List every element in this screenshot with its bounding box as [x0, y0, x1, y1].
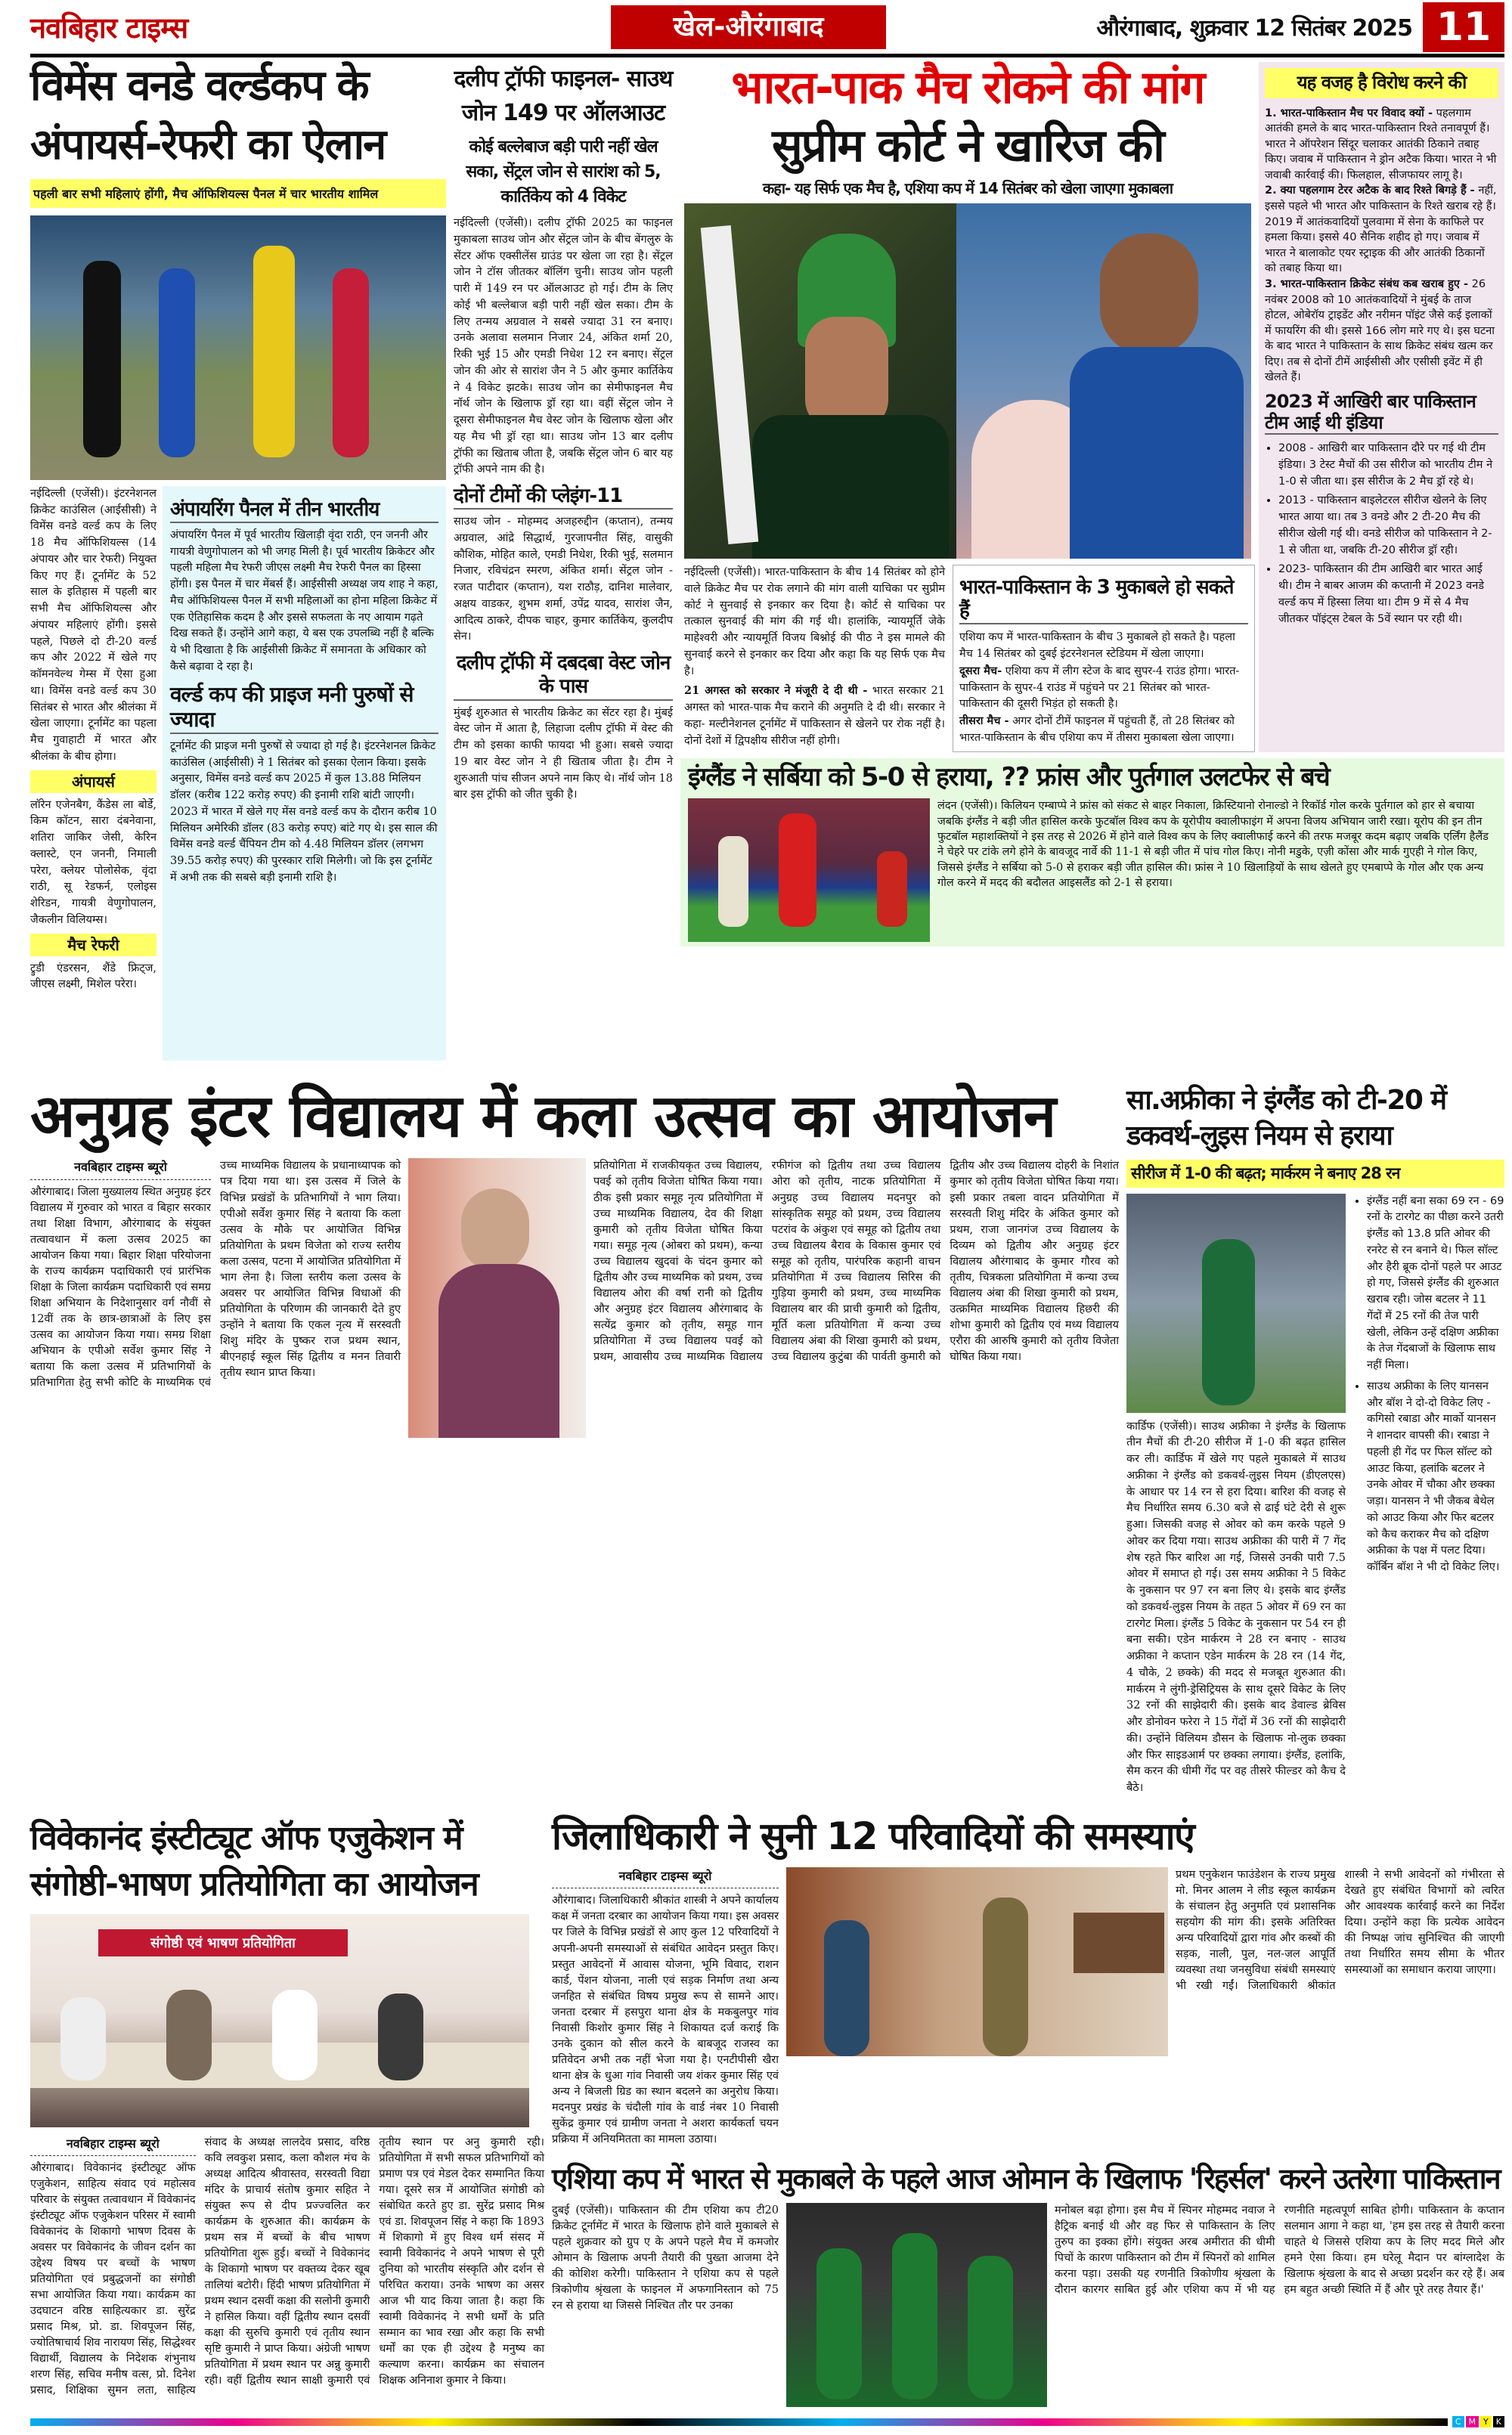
anugrah-story: [30, 1083, 1119, 1439]
sc-text-2: भारत सरकार 21 अगस्त को भारत-पाक मैच कराने की अनुमति दे दी थी। सरकार ने कहा- मल्टीनेशनल टूर्नामेंट में पाकिस्तान से खेलने पर रोक नहीं है। दोनों देशों में द्विपक्षीय सीरीज नहीं होगी।: [684, 685, 946, 747]
sa-eng-subhead: सीरीज में 1-0 की बढ़त; मार्करम ने बनाए 28 रन: [1126, 1160, 1504, 1187]
last-visit-head: 2023 में आखिरी बार पाकिस्तान टीम आई थी इंडिया: [1265, 392, 1498, 435]
match-3-text: अगर दोनों टीमें फाइनल में पहुंचती हैं, तो 28 सितंबर को भारत-पाकिस्तान के बीच एशिया कप में तीसरा मुकाबला खेला जाएगा।: [959, 715, 1235, 744]
asia-cup-text-2: मनोबल बढ़ा होगा। इस मैच में स्पिनर मोहम्मद नवाज ने हैट्रिक बनाई थी और वह फिर से पाकिस्तान के लिए तुरुप का इक्का होंगे। संयुक्त अरब अमीरात की धीमी पिचों के कारण पाकिस्तान को टीम में स्पिनरों को शामिल करना पड़ा। उसकी यह रणनीति त्रिकोणीय श्रृंखला के दौरान कारगर साबित हुई और एशिया कप में भी यह रणनीति महत्वपूर्ण साबित होगी। पाकिस्तान के कप्तान सलमान आगा ने कहा था, 'हम इस तरह से तैयारी करना चाहते थे जिससे एशिया कप के लिए मदद मिले और हमने ऐसा किया। हम घरेलू मैदान पर बांग्लादेश के खिलाफ श्रृंखला के बाद से अच्छा प्रदर्शन कर रहे हैं। अब हम बहुत अच्छी स्थिति में हैं और पूरे तरह तैयार हैं।': [1055, 2204, 1504, 2297]
third-row: [30, 1815, 1504, 2408]
history-2008: • 2008 - आखिरी बार पाकिस्तान दौरे पर गई थी टीम इंडिया। 3 टेस्ट मैचों की उस सीरीज को भारतीय टीम ने 1-0 से जीता था। इस सीरीज के 2 मैच ड्रॉ रहे थे।: [1278, 441, 1498, 490]
vivekanand-text: औरंगाबाद। विवेकानंद इंस्टीट्यूट ऑफ एजुकेशन, साहित्य संवाद एवं महोत्सव परिवार के संयुक्त तत्वावधान में विवेकानंद इंस्टीट्यूट ऑफ एजुकेशन परिसर में स्वामी विवेकानंद के शिकागो भाषण दिवस के अवसर पर विवेकानंद के जीवन दर्शन का उद्देश्य विषय पर बच्चों के भाषण प्रतियोगिता एवं प्रबुद्धजनों का संगोष्ठी सभा आयोजित किया गया। कार्यक्रम का उदघाटन वरिष्ठ साहित्यकार डा. सुरेंद्र प्रसाद मिश्र, प्रो. डा. शिवपूजन सिंह, ज्योतिषाचार्य शिव नारायण सिंह, सिद्धेश्वर विद्यार्थी, विद्यालय के निदेशक शंभुनाथ शरण सिंह, सचिव मनीष वत्स, प्रो. दिनेश प्रसाद, शिक्षिका सुमन लता, साहित्य संवाद के अध्यक्ष लालदेव प्रसाद, वरिष्ठ कवि लवकुश प्रसाद, कला कौशल मंच के अध्यक्ष आदित्य श्रीवास्तव, सरस्वती विद्या मंदिर के प्राचार्य संतोष कुमार सहित ने संयुक्त रूप से दीप प्रज्ज्वलित कर कार्यक्रम के शुरुआत की। कार्यक्रम के प्रथम सत्र में बच्चों के बीच भाषण प्रतियोगिता शुरू हुई। बच्चों ने विवेकानंद के शिकागो भाषण पर वक्तव्य देकर खूब तालियां बटोरी। हिंदी भाषण प्रतियोगिता में प्रथम स्थान दसवीं कक्षा की सलोनी कुमारी ने हासिल किया। वहीं द्वितीय स्थान दसवीं कक्षा की सुरुचि कुमारी एवं तृतीय स्थान सृष्टि कुमारी ने प्राप्त किया। अंग्रेजी भाषण प्रतियोगिता में प्रथम स्थान पर अन्नु कुमारी रही। वहीं द्वितीय स्थान साक्षी कुमारी एवं तृतीय स्थान पर अनु कुमारी रही। प्रतियोगिता में सभी सफल प्रतिभागियों को प्रमाण पत्र एवं मेडल देकर सम्मानित किया गया। दूसरे सत्र में आयोजित संगोष्ठी को संबोधित करते हुए डा. सुरेंद्र प्रसाद मिश्र एवं डा. शिवपूजन सिंह ने कहा कि 1893 में शिकागो में हुए विश्व धर्म संसद में स्वामी विवेकानंद ने अपने भाषण से पूरी दुनिया को भारतीय संस्कृति और दर्शन से परिचित कराया। उनके भाषण का असर आज भी याद किया जाता है। कहा कि स्वामी विवेकानंद ने सभी धर्मों के प्रति सम्मान का भाव रखा और कहा कि सभी धर्मों का एक ही उद्देश्य है मनुष्य का कल्याण करना। कार्यक्रम का संचालन शिक्षक अनिनाश कुमार ने किया।: [30, 2136, 544, 2397]
anugrah-headline: अनुग्रह इंटर विद्यालय में कला उत्सव का आयोजन: [30, 1082, 1056, 1151]
reason-2-lead: 2. क्या पहलगाम टेरर अटैक के बाद रिश्ते बिगड़े हैं -: [1265, 184, 1475, 197]
umpires-list: लॉरेन एजेनबैग, कैंडेस ला बोर्डे, किम कॉटन, सारा दंबनेवाना, शतिरा जाकिर जेसी, केरिन क्लास्टे, एन जननी, निमाली परेरा, क्लेयर पोलोसेक, वृंदा राठी, सू रेडफर्न, एलोइस शेरिडन, गायत्री वेणुगोपालन, जैकलीन विलियम्स।: [30, 798, 156, 926]
match-2-text: एशिया कप में लीग स्टेज के बाद सुपर-4 राउंड होगा। भारत-पाकिस्तान के सुपर-4 राउंड में पहुंचने पर 21 सितंबर को भारत-पाकिस्तान की दूसरी भिड़ंत हो सकती है।: [959, 665, 1240, 711]
sa-eng-bullets: [1353, 1194, 1504, 1579]
playing-xi-head: दोनों टीमों की प्लेइंग-11: [454, 485, 673, 510]
reason-3-lead: 3. भारत-पाकिस्तान क्रिकेट संबंध कब खराब हुए -: [1265, 277, 1468, 290]
sc-subhead: कहा- यह सिर्फ एक मैच है, एशिया कप में 14 सितंबर को खेला जाएगा मुकाबला: [762, 179, 1173, 197]
football-story: [680, 758, 1504, 946]
pakistan-player-photo: [684, 203, 956, 559]
panel-text: अंपायरिंग पैनल में पूर्व भारतीय खिलाड़ी वृंदा राठी, एन जननी और गायत्री वेणुगोपालन को भी जगह मिली है। पूर्व भारतीय क्रिकेटर और पहली महिला मैच रेफरी जीएस लक्ष्मी मैच रेफरी पैनल का हिस्सा होंगी। इस पैनल में चार मेंबर्स हैं। आईसीसी अध्यक्ष जय शाह ने कहा, मैच ऑफिशियल्स पैनल में सभी महिलाओं का होना महिला क्रिकेट में एक ऐतिहासिक कदम है और इससे सफलता के नए आयाम गढ़ते दिख सकते हैं। उन्होंने आगे कहा, ये बस एक उपलब्धि नहीं है बल्कि ये भी दिखाता है कि आईसीसी क्रिकेट में समानता के अधिकार को कैसे बढ़ावा दे रहा है।: [170, 528, 438, 673]
newspaper-page: [30, 0, 1504, 2435]
womens-wc-story: [30, 62, 446, 1061]
ronaldo-penalty-photo: [688, 798, 930, 942]
vivekanand-byline: नवबिहार टाइम्स ब्यूरो: [30, 2135, 196, 2156]
vivekanand-story: [30, 1815, 544, 2399]
football-headline: इंग्लैंड ने सर्बिया को 5-0 से हराया, ?? फ्रांस और पुर्तगाल उलटफेर से बचे: [688, 762, 1330, 793]
womens-wc-headline-1: विमेंस वनडे वर्ल्डकप के: [30, 61, 368, 110]
history-2013: • 2013 - पाकिस्तान बाइलेटरल सीरीज खेलने के लिए भारत आया था। तब 3 वनडे और 2 टी-20 मैच की सीरीज खेली गई थी। वनडे सीरीज को पाकिस्तान ने 2-1 से जीता था, जबकि टी-20 सीरीज ड्रॉ रही।: [1278, 493, 1498, 559]
top-row: [30, 62, 1504, 1061]
womens-wc-body: [30, 486, 156, 996]
reasons-sidebar: [1259, 62, 1504, 752]
cmyk-k: K: [1493, 2416, 1504, 2427]
asia-cup-headline: एशिया कप में भारत से मुकाबले के पहले आज ओमान के खिलाफ 'रिहर्सल' करने उतरेगा पाकिस्तान: [552, 2161, 1500, 2195]
vivekanand-body: [30, 2135, 544, 2399]
womens-wc-headline-2: अंपायर्स-रेफरी का ऐलान: [30, 120, 386, 170]
dm-text-1: औरंगाबाद। जिलाधिकारी श्रीकांत शास्त्री ने अपने कार्यालय कक्ष में जनता दरबार का आयोजन किया गया। इस अवसर पर जिले के विभिन्न प्रखंडों से आए कुल 12 परिवादियों ने अपनी-अपनी समस्याओं से संबंधित आवेदन प्रस्तुत किए। प्रस्तुत आवेदनों में आवास योजना, भूमि विवाद, राशन कार्ड, पेंशन योजना, नाली एवं सड़क निर्माण तथा अन्य जनहित से संबंधित विषय प्रमुख रूप से सामने आए। जनता दरबार में हसपुरा थाना क्षेत्र के मकबुलपुर गांव निवासी किशोर कुमार सिंह ने शिकायत दर्ज कराई कि उनके दुकान को सील करने के बाबजूद राजस्व का प्रतिवेदन अभी तक नहीं भेजा गया है। एनटीपीसी खैरा थाना क्षेत्र के धुआ गांव निवासी जय शंकर कुमार सिंह एवं अन्य ने बिजली ग्रिड का स्थान बदलने का अनुरोध किया। मदनपुर प्रखंड के चंदौली गांव के वार्ड नंबर 10 निवासी सुकेंद्र कुमार एवं ग्रामीण जनता ने अशरा कार्यकर्ता चयन प्रक्रिया में अनियमितता का मामला उठाया।: [552, 1894, 779, 2145]
umpires-label: अंपायर्स: [30, 770, 156, 793]
seminar-photo: [30, 1914, 529, 2127]
second-row: [30, 1083, 1504, 1797]
sc-body: [684, 565, 945, 752]
reason-3-text: 26 नवंबर 2008 को 10 आतंकवादियों ने मुंबई के ताज होटल, ओबेरॉय ट्राइडेंट और नरीमन पॉइंट जैसे कई इलाकों में फायरिंग की थी। इससे 166 लोग मारे गए थे। इस घटना के बाद भारत ने पाकिस्तान के साथ क्रिकेट संबंध खत्म कर दिए। तब से दोनों टीमें आईसीसी और एसीसी इवेंट में ही खेलते हैं।: [1265, 277, 1495, 384]
anugrah-text-1: औरंगाबाद। जिला मुख्यालय स्थित अनुग्रह इंटर विद्यालय में गुरुवार को भारत व बिहार सरकार तथा शिक्षा विभाग, औरंगाबाद के संयुक्त तत्वावधान में कला उत्सव 2025 का आयोजन किया गया। बिहार शिक्षा परियोजना के राज्य कार्यक्रम पदाधिकारी एवं प्रारंभिक शिक्षा के जिला कार्यक्रम पदाधिकारी एवं समग्र शिक्षा अभियान के निदेशानुसार वर्ग नौवीं से 12वीं तक के छात्र-छात्राओं के लिए इस उत्सव का आयोजन किया गया। समग्र शिक्षा अभियान के एपीओ सर्वेश कुमार सिंह ने बताया कि कला उत्सव में प्रतिभागियों के प्रतिभागिता हेतु सभी कोटि के माध्यमिक एवं उच्च माध्यमिक विद्यालय के प्रधानाध्यापक को पत्र दिया गया था। इस उत्सव में जिले के विभिन्न प्रखंडों के प्रतिभागियों ने भाग लिया। एपीओ सर्वेश कुमार सिंह ने बताया कि कला उत्सव के मौके पर आयोजित विभिन्न प्रतियोगिता के प्रथम विजेता को राज्य स्तरीय कला उत्सव, पटना में आयोजित प्रतियोगिता में भाग लेना है। जिला स्तरीय कला उत्सव के अवसर पर आयोजित विभिन्न विधाओं की प्रतियोगिता के परिणाम की जानकारी देते हुए उन्होंने ने बताया कि एकल नृत्य में सरस्वती शिशु मंदिर के पुष्कर राज प्रथम स्थान, बीएनहाई स्कूल सिंह द्वितीय व मनन तिवारी तृतीय स्थान प्राप्त किया।: [30, 1160, 401, 1389]
reasons-head: यह वजह है विरोध करने की: [1265, 68, 1498, 98]
dm-byline: नवबिहार टाइम्स ब्यूरो: [552, 1867, 779, 1888]
masthead: [30, 0, 1504, 57]
seminar-banner: संगोष्ठी एवं भाषण प्रतियोगिता: [98, 1929, 348, 1956]
asia-cup-story: [552, 2163, 1504, 2408]
cmyk-marks: [1452, 2416, 1504, 2427]
match-3-lead: तीसरा मैच -: [959, 714, 1009, 728]
sc-story: [680, 62, 1255, 752]
match-1-text: एशिया कप में भारत-पाकिस्तान के बीच 3 मुकाबले हो सकते है। पहला मैच 14 सितंबर को दुबई इंटरनेशनल स्टेडियम में खेला जाएगा।: [959, 631, 1235, 661]
indian-player-photo: [956, 203, 1251, 559]
reason-1-lead: 1. भारत-पाकिस्तान मैच पर विवाद क्यों -: [1265, 107, 1433, 119]
three-matches-head: भारत-पाकिस्तान के 3 मुकाबले हो सकते हैं: [959, 576, 1248, 624]
duleep-subhead: कोई बल्लेबाज बड़ी पारी नहीं खेल सका, सेंट्रल जोन से सारांश को 5, कार्तिकेय को 4 विकेट: [466, 138, 661, 206]
anugrah-text-2: प्रतियोगिता में राजकीयकृत उच्च विद्यालय, पवई को तृतीय विजेता घोषित किया गया। ठीक इसी प्रकार समूह नृत्य प्रतियोगिता में उच्च माध्यमिक विद्यालय, देव की शिक्षा कुमारी को तृतीय विजेता घोषित किया गया। समूह नृत्य (ओबरा को प्रथम), कन्या उच्च विद्यालय खुदवां के चंदन कुमार को द्वितीय और उच्च माध्यमिक को प्रथम, उच्च विद्यालय ओरा की वर्षा रानी को द्वितीय और अनुग्रह इंटर विद्यालय औरंगाबाद के सत्येंद्र कुमार को तृतीय, समूह गान प्रतियोगिता में उच्च विद्यालय पवई को प्रथम, आवासीय उच्च माध्यमिक विद्यालय रफीगंज को द्वितीय तथा उच्च विद्यालय ओरा को तृतीय, नाटक प्रतियोगिता में अनुग्रह उच्च विद्यालय मदनपुर को सांस्कृतिक समूह को प्रथम, उच्च विद्यालय पटरांव के अंकुश एवं समूह को द्वितीय तथा उच्च विद्यालय बैराव के विकास कुमार एवं समूह को तृतीय, पारंपरिक कहानी वाचन प्रतियोगिता में उच्च विद्यालय सिरिस की गुड़िया कुमारी को प्रथम, उच्च माध्यमिक विद्यालय बार की प्राची कुमारी को द्वितीय, मूर्ति कला प्रतियोगिता में कन्या उच्च विद्यालय अंबा की शिखा कुमारी को प्रथम, उच्च विद्यालय कुटुंबा की पार्वती कुमारी को द्वितीय और उच्च विद्यालय दोहरी के निशांत कुमार को तृतीय विजेता घोषित किया गया। इसी प्रकार तबला वादन प्रतियोगिता में सरस्वती शिशु मंदिर के अंकित कुमार को प्रथम, राजा जानगंज उच्च विद्यालय के दिव्यम को द्वितीय और अनुग्रह इंटर विद्यालय औरंगाबाद के कुमार गौरव को तृतीय, चित्रकला प्रतियोगिता में कन्या उच्च विद्यालय अंबा की शिखा कुमारी को प्रथम, उत्क्रमित माध्यमिक विद्यालय हिछरी की शोभा कुमारी को द्वितीय एवं मध्य विद्यालय एरौरा की आरुषि कुमारी को तृतीय विजेता घोषित किया गया।: [593, 1160, 1119, 1363]
duleep-body: नईदिल्ली (एजेंसी)। दलीप ट्रॉफी 2025 का फाइनल मुकाबला साउथ जोन और सेंट्रल जोन के बीच बेंगलुरु के सेंटर ऑफ एक्सीलेंस ग्राउंड पर खेला जा रहा है। सेंट्रल जोन ने टॉस जीतकर बॉलिंग चुनी। साउथ जोन पहली पारी में 149 रन पर ऑलआउट हो गई। टीम के लिए कोई भी बल्लेबाज बड़ी पारी नहीं खेल सका। टीम के लिए तन्मय अग्रवाल ने सबसे ज्यादा 31 रन बनाए। उनके अलावा सलमान निजार 24, अंकित शर्मा 20, रिकी भुई 15 और एमडी निधेश 12 रन बनाए। सेंट्रल जोन की ओर से सारांश जैन ने 5 और कुमार कार्तिकेय ने 4 विकेट झटके। साउथ जोन का सेमीफाइनल मैच नॉर्थ जोन के खिलाफ ड्रॉ रहा था। वहीं सेंट्रल जोन ने दूसरा सेमीफाइनल मैच वेस्ट जोन के खिलाफ खेला और यह मैच भी ड्रॉ रहा था। साउथ जोन 13 बार दलीप ट्रॉफी का खिताब जीता है, जबकि सेंट्रल जोन 6 बार यह ट्रॉफी अपने नाम की है।: [454, 217, 673, 476]
panel-head: अंपायरिंग पैनल में तीन भारतीय: [170, 498, 438, 523]
reason-1-text: पहलगाम आतंकी हमले के बाद भारत-पाकिस्तान रिश्ते तनावपूर्ण हैं। भारत ने ऑपरेशन सिंदूर चलाकर आतंकी ठिकाने तबाह किए। जवाब में पाकिस्तान ने ड्रोन अटैक किया। भारत ने भी जवाबी कार्रवाई की। फिलहाल, सीजफायर लागू है।: [1265, 107, 1497, 181]
anugrah-byline: नवबिहार टाइम्स ब्यूरो: [30, 1158, 211, 1179]
kala-utsav-photo: [408, 1158, 586, 1438]
anugrah-body-1: [30, 1158, 401, 1390]
dm-headline: जिलाधिकारी ने सुनी 12 परिवादियों की समस्याएं: [552, 1814, 1194, 1858]
playing-xi-text: साउथ जोन - मोहम्मद अजहरुद्दीन (कप्तान), तन्मय अग्रवाल, आंद्रे सिद्धार्थ, गुरजापनीत सिंह, वासुकी कौशिक, मोहित काले, एमडी निधेश, रिकी भुई, सलमान निजार, रविचंद्रन स्मरण, अंकित शर्मा। सेंट्रल जोन - रजत पाटीदार (कप्तान), यश राठौड़, दानिश मालेवार, अक्षय वाडकर, शुभम शर्मा, उपेंद्र यादव, सारांश जैन, आदित्य ठाकरे, दीपक चाहर, कुमार कार्तिकेय, कुलदीप सेन।: [454, 516, 673, 643]
dm-body-1: [552, 1867, 779, 2147]
cmyk-y: Y: [1480, 2416, 1492, 2427]
anugrah-body-2: [593, 1158, 1119, 1365]
reason-2-text: नहीं, इससे पहले भी भारत और पाकिस्तान के रिश्ते खराब रहे हैं। 2019 में आतंकवादियों पुलवामा में सेना के काफिले पर हमला किया। इससे 40 सैनिक शहीद हो गए। जवाब में भारत ने बालाकोट एयर स्ट्राइक की और आतंकी ठिकानों को तबाह किया था।: [1265, 184, 1497, 275]
prize-head: वर्ल्ड कप की प्राइज मनी पुरुषों से ज्यादा: [170, 682, 438, 734]
sa-eng-text: कार्डिफ (एजेंसी)। साउथ अफ्रीका ने इंग्लैंड के खिलाफ तीन मैचों की टी-20 सीरीज में 1-0 की बढ़त हासिल कर ली। कार्डिफ में खेले गए पहले मुकाबले में साउथ अफ्रीका ने इंग्लैंड को डकवर्थ-लुइस नियम (डीएलएस) के आधार पर 14 रन से हरा दिया। बारिश की वजह से मैच निर्धारित समय 6.30 बजे से ढाई घंटे देरी से शुरू हुआ। जिसकी वजह से ओवर को कम करके पहले 9 ओवर कर दिया गया। साउथ अफ्रीका की पारी में 7 गेंद शेष रहते फिर बारिश आ गई, जिससे उनकी पारी 7.5 ओवर में समाप्त हो गई। उस समय अफ्रीका ने 5 विकेट के नुकसान पर 97 रन बना लिए थे। इसके बाद इंग्लैंड को डकवर्थ-लुइस नियम के तहत 5 ओवर में 69 रन का टारगेट मिला। इंग्लैंड 5 विकेट के नुकसान पर 54 रन ही बना सकी। एडेन मार्करम ने 28 रन बनाए - साउथ अफ्रीका ने कप्तान एडेन मार्करम के 28 रन (14 गेंद, 4 चौके, 2 छक्के) की मदद से मजबूत शुरुआत की। मार्करम ने लुंगी-ड्रेसिट्रियस के साथ दूसरे विकेट के लिए 32 रनों की साझेदारी की। इसके बाद डेवाल्ड ब्रेविस और डोनोवन फरेरा ने 15 गेंदों में 36 रनों की साझेदारी की। उन्होंने विलियम डौसन के खिलाफ नो-लुक छक्का और फिर साइडआर्म पर छक्का लगाया। इंग्लैंड, हलांकि, सैम करन की धीमी गेंद पर वह तीसरे फील्डर को कैच दे बैठे।: [1126, 1420, 1346, 1795]
sc-text-1: नईदिल्ली (एजेंसी)। भारत-पाकिस्तान के बीच 14 सितंबर को होने वाले क्रिकेट मैच पर रोक लगाने की मांग वाली याचिका पर सुप्रीम कोर्ट ने सुनवाई से इनकार कर दिया है। कोर्ट से याचिका पर तत्काल सुनवाई की मांग की गई थी। हालांकि, न्यायमूर्ति जेके माहेश्वरी और न्यायमूर्ति विजय बिश्नोई की पीठ ने इस मामले की सुनवाई करने से इनकार कर दिया और कहा कि यह सिर्फ एक मैच है।: [684, 566, 945, 677]
sa-eng-story: [1126, 1083, 1504, 1797]
sa-eng-body: [1126, 1419, 1346, 1797]
duleep-headline: दलीप ट्रॉफी फाइनल- साउथ जोन 149 पर ऑलआउट: [454, 66, 673, 126]
vivekanand-headline: विवेकानंद इंस्टीट्यूट ऑफ एजुकेशन में संगोष्ठी-भाषण प्रतियोगिता का आयोजन: [30, 1818, 479, 1904]
dm-body-2: [1176, 1867, 1504, 1994]
duleep-story: [454, 62, 673, 804]
dm-story: [552, 1815, 1504, 2148]
asia-cup-body-1: दुबई (एजेंसी)। पाकिस्तान की टीम एशिया कप टी20 क्रिकेट टूर्नामेंट में भारत के खिलाफ होने वाले मुकाबले से पहले शुक्रवार को ग्रुप ए के अपने पहले मैच में कमजोर ओमान के खिलाफ अपनी तैयारी की पुख्ता आजमा देने की कोशिश करेगी। पाकिस्तान ने एशिया कप से पहले त्रिकोणीय श्रृंखला के फाइनल में अफगानिस्तान को 75 रन से हराया था जिससे निश्चित तौर पर उनका: [552, 2204, 779, 2313]
page-number: 11: [1423, 2, 1504, 52]
print-color-bar: [30, 2418, 1448, 2426]
football-body: लंदन (एजेंसी)। किलियन एम्बाप्पे ने फ्रांस को संकट से बाहर निकाला, क्रिस्टियानो रोनाल्डो ने रिकॉर्ड गोल करके पुर्तगाल को हार से बचाया जबकि इंग्लैंड ने बड़ी जीत हासिल करके फुटबॉल विश्व कप के यूरोपीय क्वालीफाइंग में अपना विजय अभियान जारी रखा। यूरोप की इन तीन फुटबॉल महाशक्तियों ने इस तरह से 2026 में होने वाले विश्व कप के लिए क्वालीफाई करने की तरफ मजबूर कदम बढ़ाए जबकि एर्लिंग हैलैंड ने चेहरे पर टांके लगे होने के बावजूद नार्वे की 11-1 से बड़ी जीत में पांच गोल किए। नोनी मडुके, एज़ी कोंसा और मार्क गुएही ने गोल किए, जिससे इंग्लैंड ने सर्बिया को 5-0 से हराकर बड़ी जीत हासिल की। फ्रांस ने 10 खिलाड़ियों के साथ खेलते हुए एमबाप्पे के गोल और एक अन्य गोल करने में मदद की बदौलत आइसलैंड को 2-1 से हराया।: [937, 800, 1489, 889]
referees-list: ट्रुडी एंडरसन, शैंडे फ्रिट्ज, जीएस लक्ष्मी, मिशेल परेरा।: [30, 962, 156, 991]
womens-wc-subhead: पहली बार सभी महिलाएं होंगी, मैच ऑफिशियल्स पैनल में चार भारतीय शामिल: [30, 179, 446, 208]
panel-box: [163, 486, 446, 1061]
dominance-text: मुंबई शुरुआत से भारतीय क्रिकेट का सेंटर रहा है। मुंबई वेस्ट जोन में आता है, लिहाजा दलीप ट्रॉफी में वेस्ट की टीम को इसका काफी फायदा भी हुआ। सबसे ज्यादा 19 बार वेस्ट जोन ने ही खिताब जीता है। टीम ने शुरुआती पांच सीजन अपने नाम किए थे। नॉर्थ जोन 18 बार इस ट्रॉफी को जीत चुकी है।: [454, 706, 673, 801]
sc-headline-1: भारत-पाक मैच रोकने की मांग: [731, 61, 1204, 114]
sa-eng-headline: सा.अफ्रीका ने इंग्लैंड को टी-20 में डकवर्थ-लुइस नियम से हराया: [1126, 1084, 1446, 1151]
sa-bowlers-note: • साउथ अफ्रीका के लिए यानसन और बॉश ने दो-दो विकेट लिए - कगिसो रबाडा और मार्को यानसन ने शानदार वापसी की। रबाडा ने पहली ही गेंद पर फिल सॉल्ट को आउट किया, हलांकि बटलर ने उनके ओवर में चौका और छक्का जड़ा। यानसन ने भी जैकब बेथेल को आउट किया और फिर बटलर को कैच कराकर मैच को दक्षिण अफ्रीका के पक्ष में पलट दिया। कॉर्बिन बॉश ने भी दो विकेट लिए।: [1367, 1379, 1504, 1576]
womens-wc-text: नईदिल्ली (एजेंसी)। इंटरनेशनल क्रिकेट काउंसिल (आईसीसी) ने विमेंस वनडे वर्ल्ड कप के लिए 18 मैच ऑफिशियल्स (14 अंपायर और चार रेफरी) नियुक्त किए गए हैं। टूर्नामेंट के 52 साल के इतिहास में पहली बार सभी मैच ऑफिशियल्स और अंपायर महिलाएं होंगी। इससे पहले, पिछले दो टी-20 वर्ल्ड कप और 2022 में खेले गए कॉमनवेल्थ गेम्स में ऐसा हुआ था। विमेंस वनडे वर्ल्ड कप 30 सितंबर से भारत और श्रीलंका में खेला जाएगा। टूर्नामेंट का पहला मैच गुवाहाटी में भारत और श्रीलंका के बीच होगा।: [30, 487, 156, 763]
sc-text-2-lead: 21 अगस्त को सरकार ने मंजूरी दे दी थी -: [684, 684, 868, 698]
dm-text-2: प्रथम एनुकेशन फाउंडेशन के राज्य प्रमुख मो. मिनर आलम ने लीड स्कूल कार्यक्रम के संचालन हेतु अनुमति एवं प्रशासनिक सहयोग की मांग की। इसके अतिरिक्त अन्य परिवादियों द्वारा गांव और कस्बों की सड़क, नाली, पुल, नल-जल आपूर्ति व्यवस्था तथा जनसुविधा संबंधी समस्याएं भी रखी गईं। जिलाधिकारी श्रीकांत शास्त्री ने सभी आवेदनों को गंभीरता से देखते हुए संबंधित विभागों को त्वरित और आवश्यक कार्रवाई करने का निर्देश दिया। उन्होंने कहा कि प्रत्येक आवेदन की निष्पक्ष जांच सुनिश्चित की जाएगी तथा निर्धारित समय सीमा के भीतर समस्याओं का समाधान कराया जाएगा।: [1176, 1869, 1504, 1993]
history-2023: • 2023- पाकिस्तान की टीम आखिरी बार भारत आई थी। टीम ने बाबर आजम की कप्तानी में 2023 वनडे वर्ल्ड कप में हिस्सा लिया था। टीम 9 में से 4 मैच जीतकर पॉइंट्स टेबल के 5वें स्थान पर रही थी।: [1278, 562, 1498, 627]
match-2-lead: दूसरा मैच-: [959, 664, 1002, 677]
dominance-head: दलीप ट्रॉफी में दबदबा वेस्ट जोन के पास: [454, 652, 673, 700]
referees-label: मैच रेफरी: [30, 934, 156, 956]
prize-text: टूर्नामेंट की प्राइज मनी पुरुषों से ज्यादा हो गई है। इंटरनेशनल क्रिकेट काउंसिल (आईसीसी) ने 1 सितंबर को इसका ऐलान किया। इसके अनुसार, विमेंस वनडे वर्ल्ड कप 2025 में कुल 13.88 मिलियन डॉलर (करीब 122 करोड़ रुपए) की इनामी राशि बांटी जाएगी। 2023 में भारत में खेले गए मेंस वनडे वर्ल्ड कप के दौरान करीब 10 मिलियन अमेरिकी डॉलर (83 करोड़ रुपए) बांटे गए थे। इस साल की विमेंस वनडे वर्ल्ड चैंपियन टीम को 4.48 मिलियन डॉलर (लगभग 39.55 करोड़ रुपए) की पुरस्कार राशि मिलेगी। जो कि इस टूर्नामेंट में अभी तक की सबसे बड़ी इनामी राशि है।: [170, 739, 438, 884]
sc-headline-2: सुप्रीम कोर्ट ने खारिज की: [772, 119, 1163, 172]
asia-cup-body-2: [1055, 2203, 1504, 2298]
masthead-logo: नवबिहार टाइम्स: [30, 11, 188, 45]
three-matches-box: [953, 565, 1255, 752]
eng-chase-note: • इंग्लैंड नहीं बना सका 69 रन - 69 रनों के टारगेट का पीछा करने उतरी इंग्लैंड को 13.8 प्रति ओवर की रनरेट से रन बनाने थे। फिल सॉल्ट और हैरी ब्रूक दोनों पहले पर आउट हो गए, जिससे इंग्लैंड की शुरुआत खराब रही। जोस बटलर ने 11 गेंदों में 25 रनों की तेज पारी खेली, लेकिन उन्हें दक्षिण अफ्रीका के तेज गेंदबाजों के खिलाफ साथ नहीं मिला।: [1367, 1194, 1504, 1374]
dateline: औरंगाबाद, शुक्रवार 12 सितंबर 2025: [1096, 15, 1412, 42]
janata-darbar-photo: [786, 1867, 1168, 2056]
section-label: खेल-औरंगाबाद: [611, 5, 886, 49]
pakistan-team-photo: [786, 2203, 1047, 2407]
cmyk-m: M: [1466, 2416, 1479, 2427]
umpires-toss-photo: [30, 215, 446, 480]
cmyk-c: C: [1452, 2416, 1464, 2427]
sa-eng-photo: [1126, 1194, 1346, 1413]
